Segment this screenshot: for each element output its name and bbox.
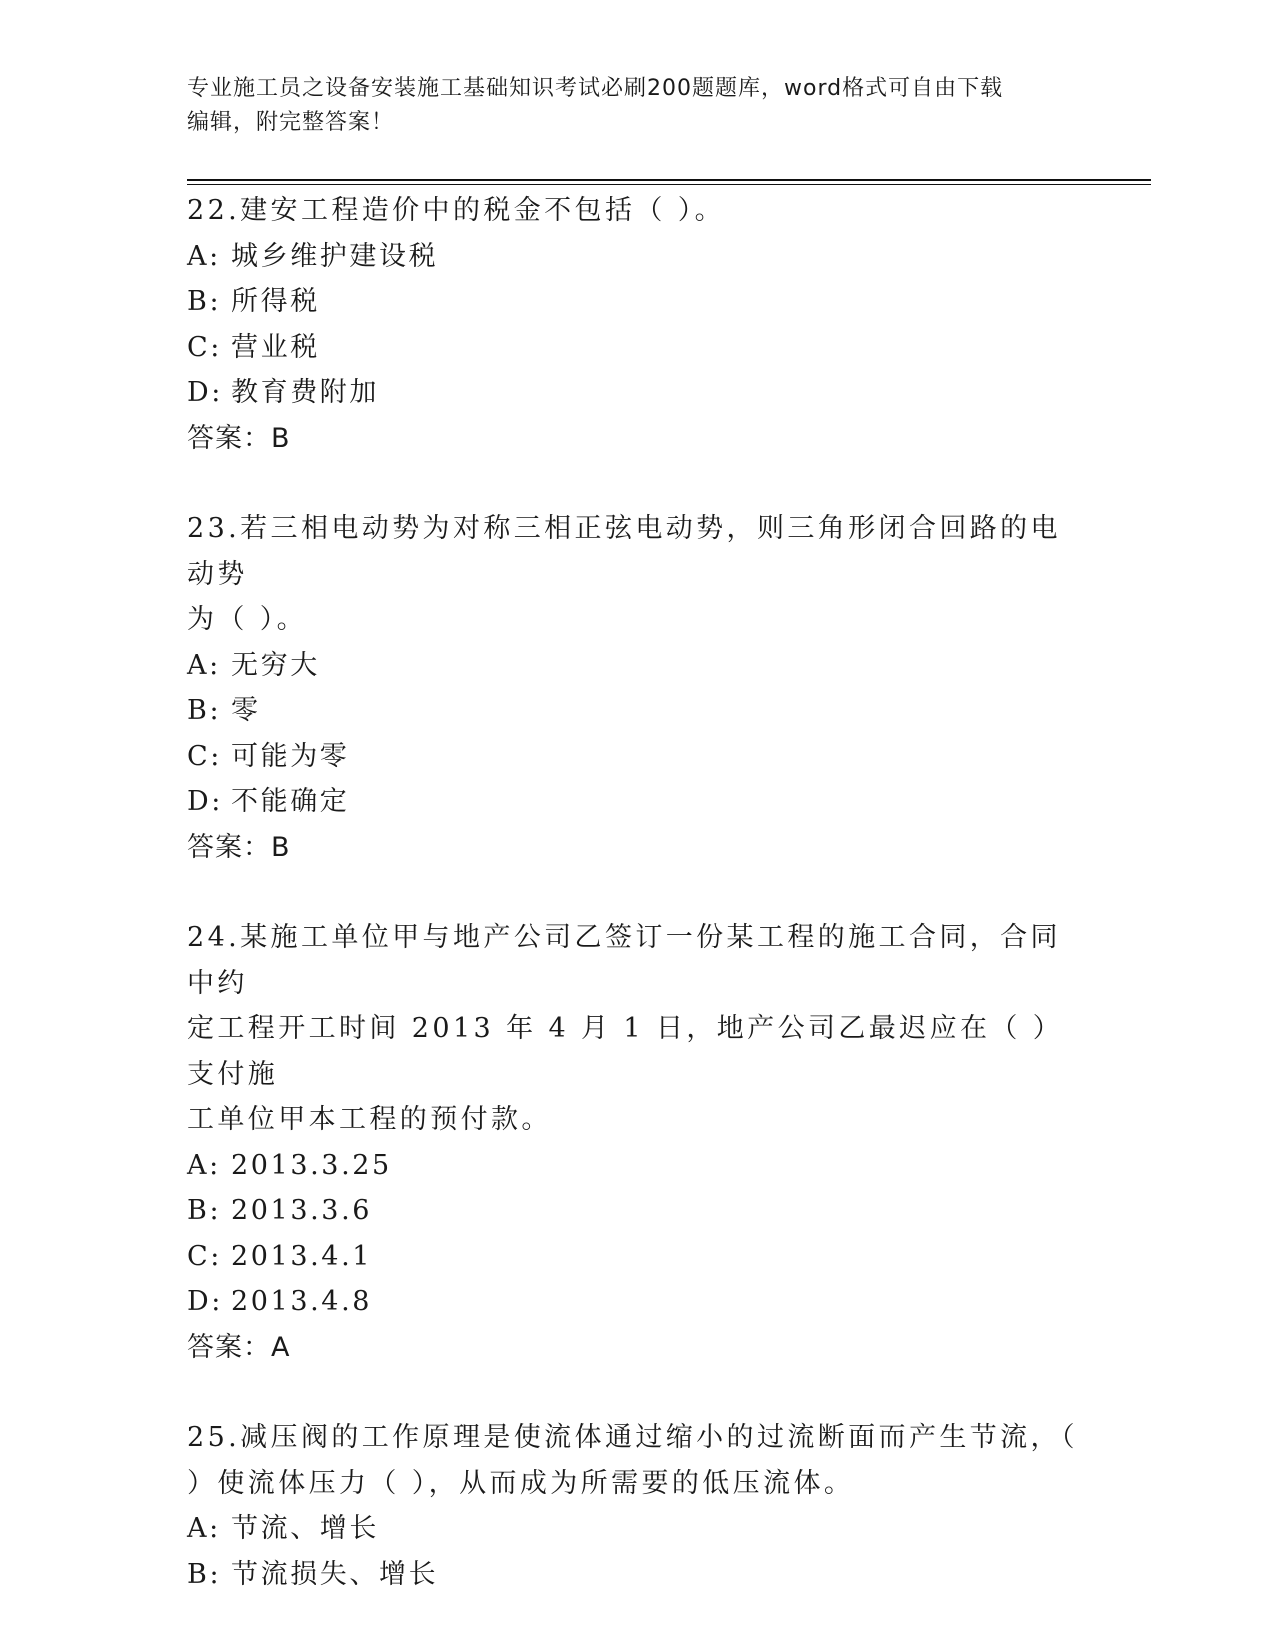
option-text: 节流损失、增长: [231, 1558, 439, 1590]
option-letter: D:: [187, 1286, 223, 1317]
option-row: [187, 1143, 1087, 1189]
option-row: [187, 1506, 1087, 1552]
option-text: 城乡维护建设税: [231, 240, 439, 272]
question-block: [187, 1415, 1087, 1597]
option-row: [187, 1188, 1087, 1234]
question-block: [187, 506, 1087, 870]
option-text: 所得税: [231, 286, 320, 317]
option-row: [187, 279, 1087, 325]
option-row: [187, 643, 1087, 689]
option-row: [187, 370, 1087, 416]
header-title-line-2: 编辑，附完整答案！: [187, 110, 395, 135]
option-text: 2013.4.8: [231, 1286, 373, 1317]
option-letter: B:: [187, 695, 222, 726]
option-row: [187, 734, 1087, 780]
option-letter: C:: [187, 740, 222, 772]
question-stem-line: 为（ ）。: [187, 604, 308, 635]
option-row: [187, 325, 1087, 371]
option-text: 零: [231, 695, 261, 726]
option-letter: B:: [187, 1195, 222, 1226]
question-block: [187, 188, 1087, 461]
option-letter: C:: [187, 1240, 222, 1272]
option-letter: C:: [187, 331, 222, 363]
answer-line: 答案：B: [187, 831, 291, 863]
document-header: [187, 72, 1067, 140]
option-row: [187, 1234, 1087, 1280]
question-stem-line: ）使流体压力（ ），从而成为所需要的低压流体。: [187, 1467, 855, 1499]
option-text: 不能确定: [231, 786, 350, 817]
option-row: [187, 779, 1087, 825]
option-text: 2013.3.25: [231, 1149, 392, 1181]
option-letter: D:: [187, 786, 223, 817]
answer-line: 答案：B: [187, 422, 291, 454]
question-stem-line: 22.建安工程造价中的税金不包括（ ）。: [187, 195, 726, 226]
option-letter: A:: [187, 240, 221, 272]
question-stem-line: 24.某施工单位甲与地产公司乙签订一份某工程的施工合同，合同中约: [187, 922, 1061, 999]
option-letter: D:: [187, 377, 223, 408]
option-text: 营业税: [231, 331, 320, 363]
option-letter: A:: [187, 1149, 221, 1181]
option-text: 教育费附加: [231, 377, 379, 408]
option-row: [187, 688, 1087, 734]
question-stem-line: 25.减压阀的工作原理是使流体通过缩小的过流断面而产生节流，（: [187, 1422, 1078, 1453]
question-block: [187, 915, 1087, 1370]
option-text: 2013.3.6: [231, 1195, 373, 1226]
option-letter: B:: [187, 286, 222, 317]
option-text: 2013.4.1: [231, 1240, 373, 1272]
option-letter: A:: [187, 649, 221, 681]
header-divider-thin: [187, 184, 1151, 185]
header-title-line-1: 专业施工员之设备安装施工基础知识考试必刷200题题库，word格式可自由下载: [187, 76, 1004, 101]
option-text: 无穷大: [231, 649, 320, 681]
question-stem-line: 23.若三相电动势为对称三相正弦电动势，则三角形闭合回路的电动势: [187, 513, 1061, 590]
option-text: 可能为零: [231, 740, 350, 772]
option-row: [187, 234, 1087, 280]
answer-line: 答案：A: [187, 1331, 291, 1363]
option-text: 节流、增长: [231, 1513, 379, 1544]
header-divider-thick: [187, 179, 1151, 181]
question-stem-line: 定工程开工时间 2013 年 4 月 1 日，地产公司乙最迟应在（ ）支付施: [187, 1013, 1064, 1090]
option-row: [187, 1279, 1087, 1325]
question-list: [187, 188, 1087, 1642]
option-letter: B:: [187, 1558, 222, 1590]
question-stem-line: 工单位甲本工程的预付款。: [187, 1104, 552, 1135]
option-letter: A:: [187, 1513, 221, 1544]
option-row: [187, 1552, 1087, 1598]
